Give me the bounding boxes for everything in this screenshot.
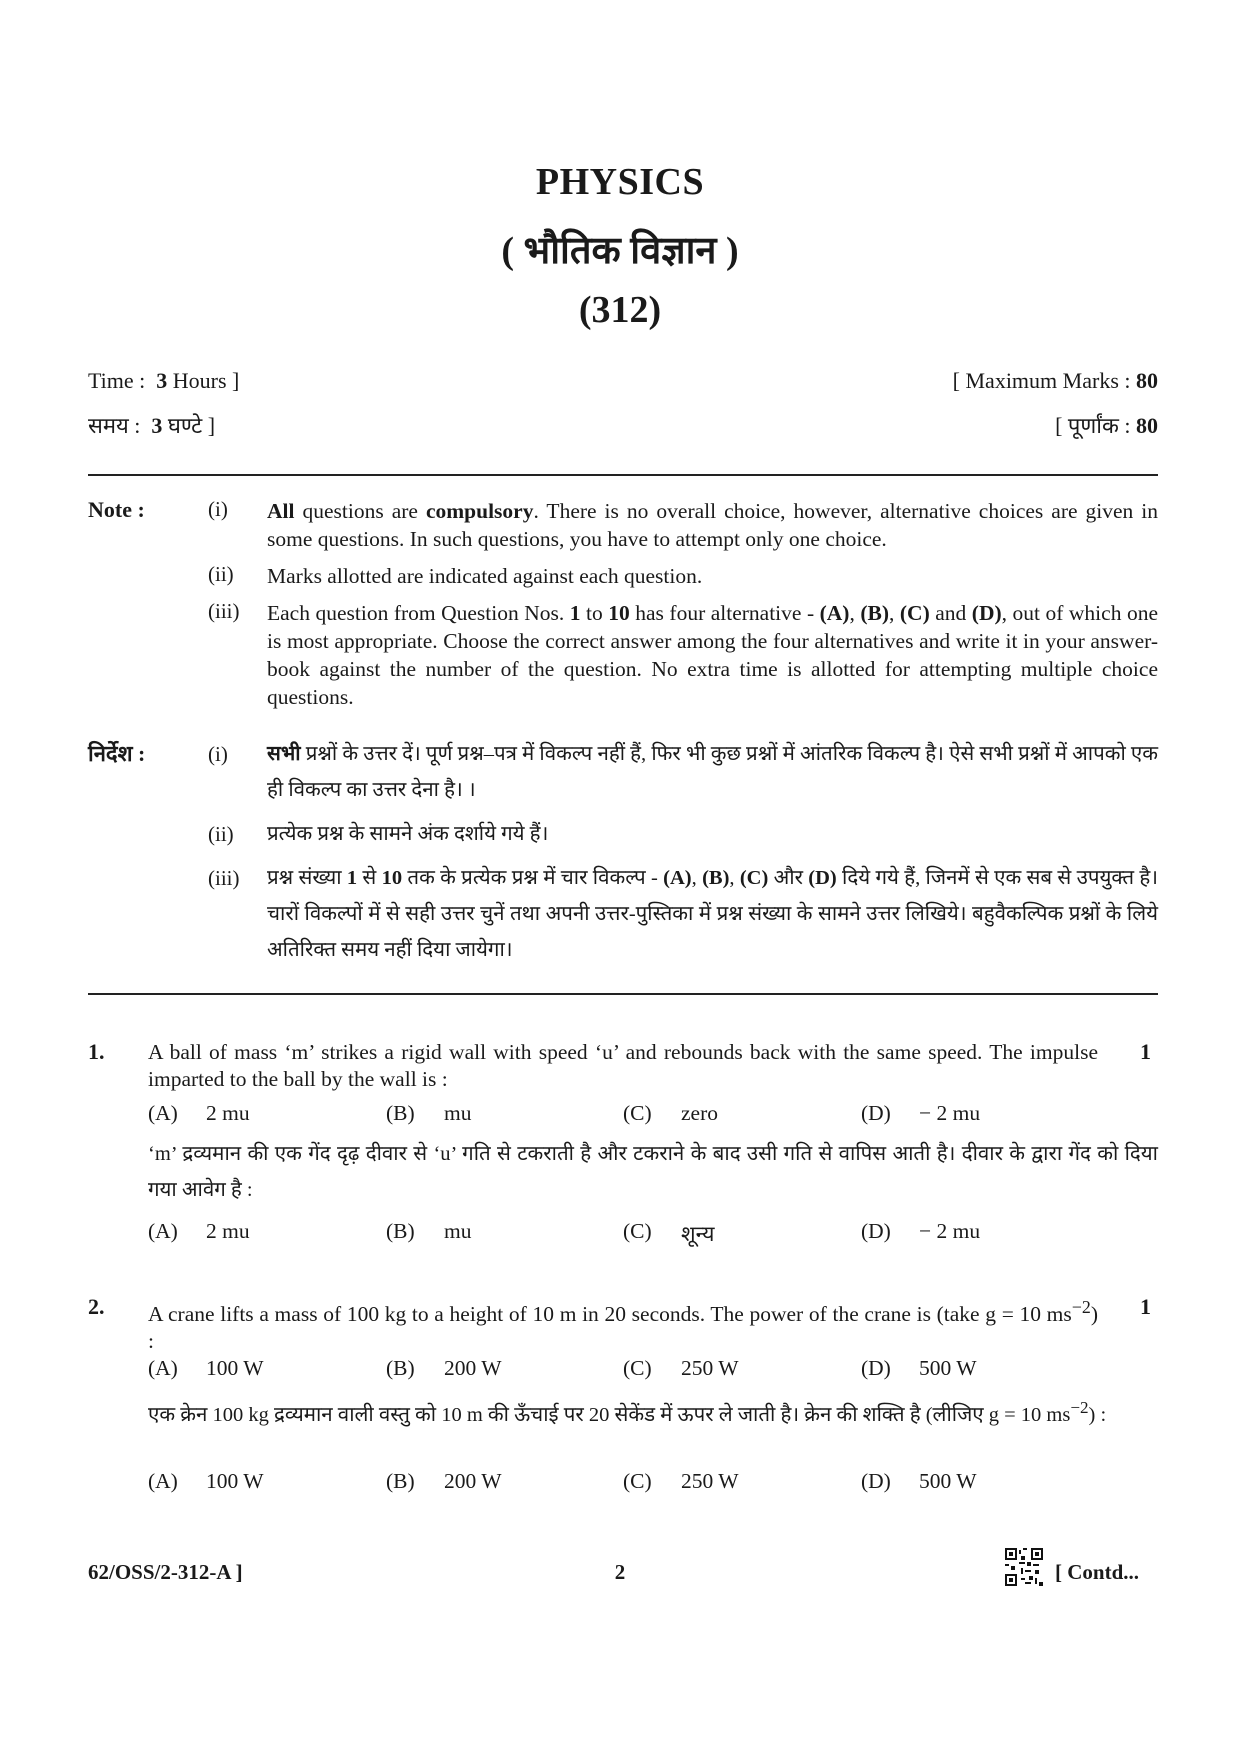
option: (C) 250 W	[623, 1356, 739, 1380]
option: (A) 2 mu	[148, 1219, 250, 1243]
note-item-text-hindi: सभी प्रश्नों के उत्तर दें। पूर्ण प्रश्न–पत्र में विकल्प नहीं हैं, फिर भी कुछ प्रश्नों में आंतरिक विकल्प है। ऐसे सभी प्रश्नों में आपको एक ही विकल्प का उत्तर देना है। ।	[267, 743, 1158, 801]
note-item-text: All questions are compulsory. There is no overall choice, however, alternative choices are given in some questions. In such questions, you have to attempt only one choice.	[267, 499, 1159, 551]
note-item-number: (ii)	[208, 562, 234, 586]
subject-code: (312)	[578, 289, 662, 331]
question-text-hindi: ‘m’ द्रव्यमान की एक गेंद दृढ़ दीवार से ‘u’ गति से टकराती है और टकराने के बाद उसी गति से वापिस आती है। दीवार के द्वारा गेंद को दिया गया आवेग है :	[148, 1143, 1158, 1201]
note-item-number: (i)	[208, 742, 228, 766]
question-number: 1.	[88, 1039, 105, 1064]
paper-code: 62/OSS/2-312-A ]	[88, 1560, 243, 1584]
divider	[88, 993, 1158, 995]
time-en: Time : 3 Hours ]	[88, 368, 240, 393]
option: (D) − 2 mu	[861, 1219, 981, 1243]
option: (A) 100 W	[148, 1356, 264, 1380]
max-marks-en: [ Maximum Marks : 80	[952, 368, 1158, 393]
question-marks: 1	[1140, 1039, 1151, 1064]
option: (D) 500 W	[861, 1356, 977, 1380]
option: (D) − 2 mu	[861, 1101, 981, 1125]
subject-title-hindi: ( भौतिक विज्ञान )	[501, 230, 739, 272]
note-item-text-hindi: प्रश्न संख्या 1 से 10 तक के प्रत्येक प्रश्न में चार विकल्प - (A), (B), (C) और (D) दिये गये हैं, जिनमें से एक सब से उपयुक्त है। चारों विकल्पों में से सही उत्तर चुनें तथा अपनी उत्तर-पुस्तिका में प्रश्न संख्या के सामने उत्तर लिखिये। बहुवैकल्पिक प्रश्नों के लिये अतिरिक्त समय नहीं दिया जायेगा।	[267, 867, 1159, 961]
option: (C) शून्य	[623, 1219, 715, 1246]
qr-code-icon	[1005, 1548, 1043, 1586]
option: (C) zero	[623, 1101, 718, 1125]
continued-label: [ Contd...	[1055, 1560, 1140, 1584]
question-text: A ball of mass ‘m’ strikes a rigid wall with speed ‘u’ and rebounds back with the same speed. The impulse imparted to the ball by the wall is :	[148, 1040, 1098, 1091]
option: (B) 200 W	[386, 1469, 502, 1493]
option: (D) 500 W	[861, 1469, 977, 1493]
question-number: 2.	[88, 1294, 105, 1319]
time-hi: समय : 3 घण्टे ]	[88, 413, 216, 438]
note-label-hindi: निर्देश :	[88, 741, 146, 766]
option: (B) 200 W	[386, 1356, 502, 1380]
note-item-number: (iii)	[208, 599, 240, 623]
option: (C) 250 W	[623, 1469, 739, 1493]
max-marks-hi: [ पूर्णांक : 80	[1055, 413, 1158, 438]
note-item-text: Marks allotted are indicated against each question.	[267, 564, 703, 588]
note-label: Note :	[88, 497, 145, 522]
question-marks: 1	[1140, 1294, 1151, 1319]
note-item-text: Each question from Question Nos. 1 to 10 has four alternative - (A), (B), (C) and (D), out of which one is most appropriate. Choose the correct answer among the four alternatives and write it in your answer-book against the number of the question. No extra time is allotted for attempting multiple choice questions.	[267, 601, 1158, 709]
option: (B) mu	[386, 1101, 472, 1125]
note-item-number: (ii)	[208, 822, 234, 846]
option: (A) 2 mu	[148, 1101, 250, 1125]
divider	[88, 474, 1158, 476]
note-item-text-hindi: प्रत्येक प्रश्न के सामने अंक दर्शाये गये हैं।	[267, 823, 549, 845]
option: (B) mu	[386, 1219, 472, 1243]
subject-title: PHYSICS	[535, 161, 705, 203]
note-item-number: (i)	[208, 497, 228, 521]
question-text: A crane lifts a mass of 100 kg to a height of 10 m in 20 seconds. The power of the crane is (take g = 10 $ms^{-2}$) :	[148, 1297, 1098, 1354]
note-item-number: (iii)	[208, 866, 240, 890]
option: (A) 100 W	[148, 1469, 264, 1493]
page-number: 2	[614, 1560, 626, 1584]
question-text-hindi: एक क्रेन 100 kg द्रव्यमान वाली वस्तु को 10 m की ऊँचाई पर 20 सेकेंड में ऊपर ले जाती है। क्रेन की शक्ति है (लीजिए g = 10 $ms^{-2}$) :	[148, 1398, 1107, 1426]
